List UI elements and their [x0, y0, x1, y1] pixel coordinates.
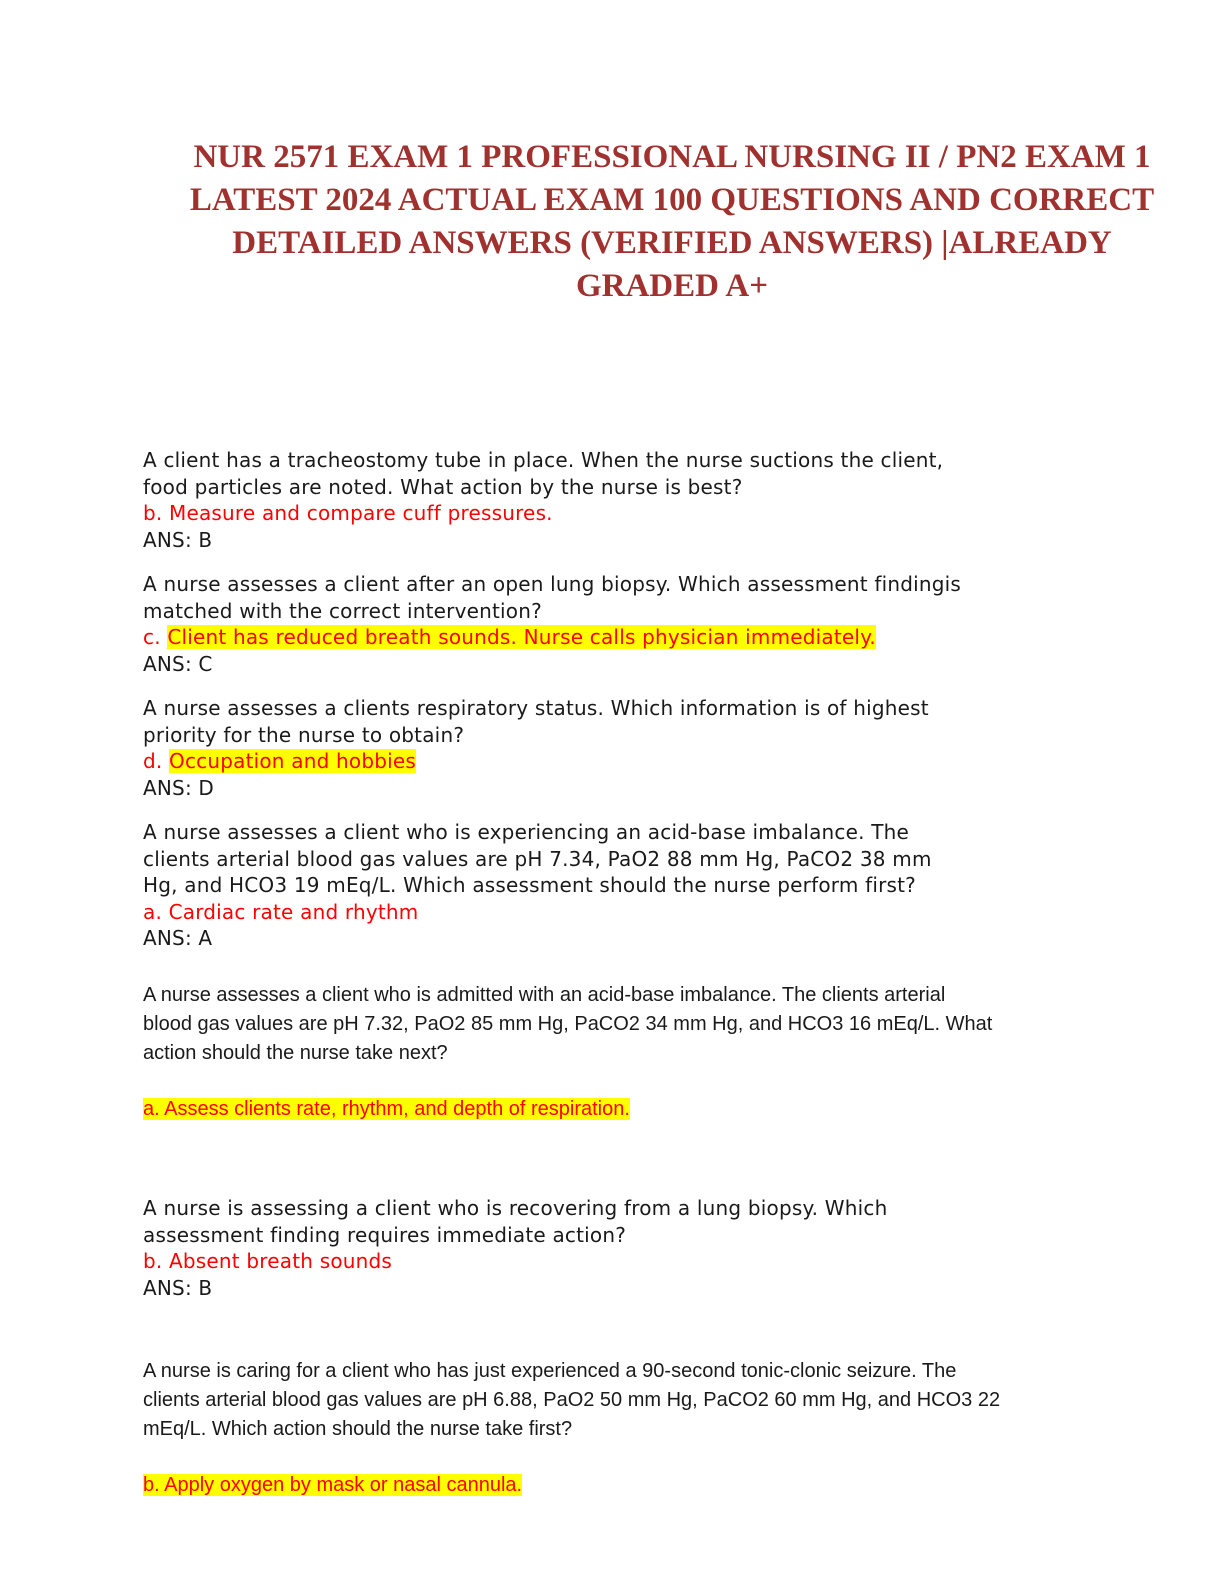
answer-line [143, 748, 1153, 775]
question-text-line: food particles are noted. What action by the nurse is best? [143, 474, 743, 499]
question-text-line: matched with the correct intervention? [143, 598, 542, 623]
answer-key: ANS: B [143, 1275, 213, 1300]
answer-key: ANS: A [143, 926, 213, 950]
question-text-line: clients arterial blood gas values are pH 7.34, PaO2 88 mm Hg, PaCO2 38 mm [143, 846, 932, 871]
question-text-line: A nurse assesses a client after an open lung biopsy. Which assessment findingis [143, 572, 962, 596]
question-text-line: A nurse assesses a client who is admitted with an acid-base imbalance. The clients arterial [143, 984, 946, 1006]
answer-prefix: c. [143, 625, 168, 649]
document-title: NUR 2571 EXAM 1 PROFESSIONAL NURSING II / PN2 EXAM 1 LATEST 2024 ACTUAL EXAM 100 QUESTIONS AND CORRECT DETAILED ANSWERS (VERIFIED ANSWERS) |ALREADY GRADED A+ [189, 139, 1155, 304]
answer-text: Absent breath sounds [169, 1249, 393, 1273]
answer-key: ANS: C [143, 651, 213, 676]
answer-key: ANS: B [143, 527, 213, 552]
question-block [143, 695, 1153, 801]
question-text-line: A nurse assesses a client who is experiencing an acid-base imbalance. The [143, 820, 910, 844]
question-block [143, 1195, 1153, 1301]
highlighted-answer-text: Occupation and hobbies [169, 749, 417, 773]
question-text-line: assessment finding requires immediate action? [143, 1222, 627, 1247]
question-block [143, 571, 1153, 677]
question-text-line: blood gas values are pH 7.32, PaO2 85 mm Hg, PaCO2 34 mm Hg, and HCO3 16 mEq/L. What [143, 1013, 993, 1035]
question-block [143, 447, 1153, 553]
question-text-line: clients arterial blood gas values are pH 6.88, PaO2 50 mm Hg, PaCO2 60 mm Hg, and HCO3 22 [143, 1389, 1001, 1411]
answer-prefix: d. [143, 749, 170, 773]
question-text-line: A nurse is assessing a client who is recovering from a lung biopsy. Which [143, 1196, 888, 1220]
answer-line [143, 899, 1153, 926]
answer-line [143, 1248, 1153, 1275]
question-text-line: A nurse assesses a clients respiratory status. Which information is of highest [143, 696, 929, 720]
answer-line [143, 1095, 1153, 1124]
answer-prefix: a. [143, 899, 169, 924]
answer-line [143, 1471, 1153, 1500]
question-text-line: A client has a tracheostomy tube in place. When the nurse suctions the client, [143, 448, 944, 472]
question-text-line: action should the nurse take next? [143, 1042, 448, 1064]
question-text-line: mEq/L. Which action should the nurse take first? [143, 1418, 573, 1440]
question-text-line: priority for the nurse to obtain? [143, 722, 465, 747]
question-block [143, 819, 1153, 952]
highlighted-answer-text: Client has reduced breath sounds. Nurse calls physician immediately. [167, 625, 876, 649]
answer-line [143, 500, 1153, 527]
highlighted-answer-text: a. Assess clients rate, rhythm, and depth of respiration. [143, 1098, 630, 1120]
answer-text: Measure and compare cuff pressures. [169, 501, 553, 525]
answer-key: ANS: D [143, 775, 215, 800]
question-block [143, 1357, 1153, 1500]
question-block [143, 981, 1153, 1124]
question-text-line: A nurse is caring for a client who has just experienced a 90-second tonic-clonic seizure. The [143, 1360, 957, 1382]
question-text-line: Hg, and HCO3 19 mEq/L. Which assessment should the nurse perform first? [143, 873, 916, 897]
answer-prefix: b. [143, 501, 170, 525]
answer-prefix: b. [143, 1249, 170, 1273]
answer-line [143, 624, 1153, 651]
highlighted-answer-text: b. Apply oxygen by mask or nasal cannula. [143, 1474, 523, 1496]
answer-text: Cardiac rate and rhythm [168, 899, 419, 924]
